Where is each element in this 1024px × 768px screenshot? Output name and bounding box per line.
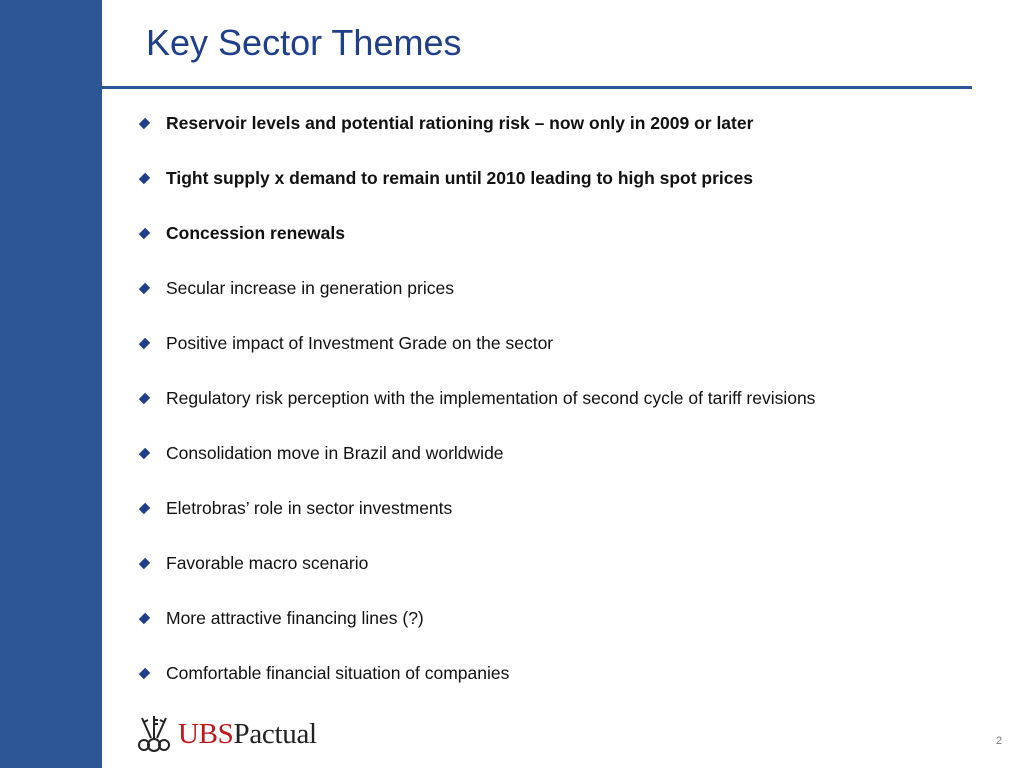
bullet-text: Tight supply x demand to remain until 2010 leading to high spot prices [166,167,753,188]
three-keys-icon [136,714,172,754]
diamond-bullet-icon [139,668,150,679]
company-logo [136,712,317,756]
title-divider [36,86,972,89]
bullet-text: Reservoir levels and potential rationing risk – now only in 2009 or later [166,112,754,133]
bullet-text: Eletrobras’ role in sector investments [166,498,453,519]
bullet-text: More attractive financing lines (?) [166,608,424,629]
diamond-bullet-icon [139,613,150,624]
bullet-text: Concession renewals [166,222,345,243]
diamond-bullet-icon [139,338,150,349]
bullet-item [137,273,997,303]
diamond-bullet-icon [139,448,150,459]
bullet-item [137,383,997,413]
bullet-text: Secular increase in generation prices [166,277,454,298]
diamond-bullet-icon [139,172,150,183]
bullet-item [137,218,997,248]
bullet-item [137,439,997,469]
left-accent-bar [0,0,102,768]
bullet-item [137,604,997,634]
diamond-bullet-icon [139,283,150,294]
bullet-item [137,108,997,138]
diamond-bullet-icon [139,227,150,238]
page-number: 2 [996,735,1003,747]
bullet-text: Regulatory risk perception with the implementation of second cycle of tariff revisions [166,387,816,408]
logo-ubs-part: UBS [178,717,234,750]
diamond-bullet-icon [139,393,150,404]
logo-pactual-part: Pactual [233,717,317,750]
bullet-item [137,659,997,689]
bullet-list [137,108,997,714]
bullet-text: Positive impact of Investment Grade on the sector [166,332,554,353]
diamond-bullet-icon [139,503,150,514]
bullet-text: Comfortable financial situation of companies [166,663,510,684]
bullet-item [137,328,997,358]
diamond-bullet-icon [139,117,150,128]
slide-title: Key Sector Themes [146,22,462,63]
logo-text [178,718,317,751]
bullet-item [137,163,997,193]
bullet-text: Consolidation move in Brazil and worldwide [166,443,504,464]
bullet-item [137,494,997,524]
diamond-bullet-icon [139,558,150,569]
bullet-item [137,549,997,579]
bullet-text: Favorable macro scenario [166,553,369,574]
